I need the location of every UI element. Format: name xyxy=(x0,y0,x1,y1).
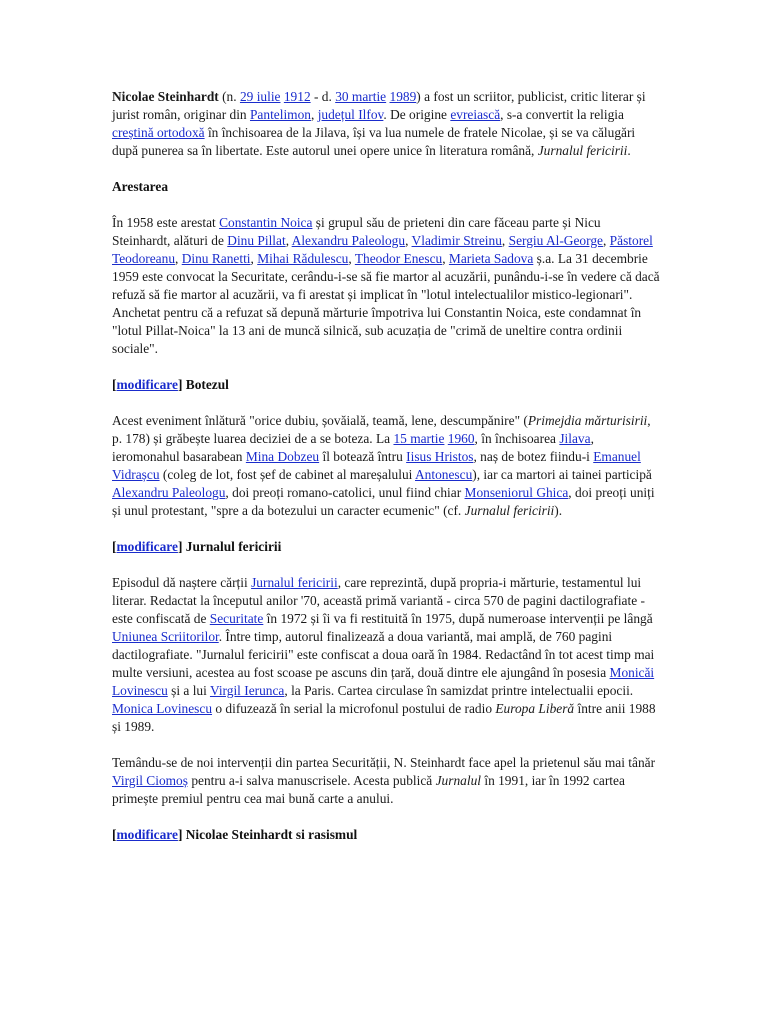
text-run: , s-a convertit la religia xyxy=(500,107,624,122)
text-run: În 1958 este arestat xyxy=(112,215,220,230)
text-run: , în închisoarea xyxy=(474,431,560,446)
wiki-link[interactable]: Mina Dobzeu xyxy=(245,449,320,464)
paragraph-gap xyxy=(112,394,660,412)
text-run: , doi preoți romano-catolici, unul fiind chiar xyxy=(225,485,465,500)
text-run: ) a fost un scriitor, publicist, critic literar și jurist român, originar din xyxy=(112,89,646,122)
wiki-link[interactable]: Păstorel Teodoreanu xyxy=(112,233,653,266)
text-run: o difuzează în serial la microfonul postului de radio xyxy=(212,701,496,716)
text-run: ). xyxy=(554,503,563,518)
wiki-link[interactable]: Virgil Ierunca xyxy=(209,683,285,698)
text-run: . De origine xyxy=(383,107,451,122)
wiki-link[interactable]: Alexandru Paleologu xyxy=(112,485,226,500)
wiki-link[interactable]: Dinu Pillat xyxy=(227,233,286,248)
wiki-link[interactable]: Virgil Ciomoș xyxy=(112,773,188,788)
text-run: în închisoarea de la Jilava, își va lua numele de fratele Nicolae, și se va călugări după punerea sa în libertate. Este autorul unei opere unice în literatura română, xyxy=(112,125,636,158)
wiki-link[interactable]: Monicăi Lovinescu xyxy=(112,665,655,698)
italic-title: Jurnalul xyxy=(435,773,481,788)
edit-section-link[interactable]: modificare xyxy=(116,827,178,842)
italic-title: Jurnalul fericirii xyxy=(537,143,628,158)
text-run: , p. 178) și grăbește luarea deciziei de a se boteza. La xyxy=(112,413,651,446)
edit-section-link[interactable]: modificare xyxy=(116,377,178,392)
italic-title: Jurnalul fericirii xyxy=(464,503,555,518)
wiki-link[interactable]: Securitate xyxy=(209,611,264,626)
text-run: (coleg de lot, fost șef de cabinet al mareșalului xyxy=(159,467,415,482)
text-run: ș.a. La 31 decembrie 1959 este convocat la Securitate, cerându-i-se să fie martor al acuzării, punându-i-se în vedere că dacă refuză să fie martor al acuzării, va fi arestat și implicat în "lotul intelectualilor mistico-legionari". Anchetat pentru că a refuzat să depună mărturie împotriva lui Constantin Noica, este condamnat în "lotul Pillat-Noica" la 13 ani de muncă silnică, sub acuzația de "crimă de uneltire contra ordinii sociale". xyxy=(112,251,660,356)
wiki-link[interactable]: Monseniorul Ghica xyxy=(464,485,569,500)
section-heading xyxy=(112,826,660,844)
text-run: , care reprezintă, după propria-i mărturie, testamentul lui literar. Redactat la începutul anilor '70, această primă variantă - circa 570 de pagini dactilografiate - este confiscată de xyxy=(112,575,645,626)
text-run: , ieromonahul basarabean xyxy=(112,431,594,464)
text-run: Episodul dă naștere cărții xyxy=(112,575,252,590)
text-run: ] Botezul xyxy=(177,377,229,392)
text-run: în 1991, iar în 1992 cartea primește premiul pentru cea mai bună carte a anului. xyxy=(112,773,625,806)
wiki-link[interactable]: Pantelimon xyxy=(249,107,311,122)
text-run: , xyxy=(310,107,318,122)
wiki-link[interactable]: evreiască xyxy=(450,107,501,122)
article-subject: Nicolae Steinhardt xyxy=(112,89,219,104)
text-run: , naș de botez fiindu-i xyxy=(473,449,594,464)
paragraph xyxy=(112,214,660,358)
paragraph xyxy=(112,574,660,736)
text-run: pentru a-i salva manuscrisele. Acesta publică xyxy=(187,773,436,788)
wiki-link[interactable]: Theodor Enescu xyxy=(354,251,443,266)
text-run: în 1972 și îi va fi restituită în 1975, după numeroase intervenții pe lângă xyxy=(263,611,653,626)
text-run: ] Nicolae Steinhardt si rasismul xyxy=(177,827,358,842)
wiki-link[interactable]: Uniunea Scriitorilor xyxy=(112,629,219,644)
paragraph-gap xyxy=(112,520,660,538)
paragraph-gap xyxy=(112,736,660,754)
wiki-link[interactable]: 30 martie xyxy=(335,89,387,104)
wiki-link[interactable]: județul Ilfov xyxy=(317,107,384,122)
paragraph xyxy=(112,754,660,808)
text-run: [ xyxy=(112,377,117,392)
wiki-link[interactable]: Vladimir Streinu xyxy=(411,233,502,248)
section-heading xyxy=(112,376,660,394)
section-heading xyxy=(112,178,660,196)
text-run: și a lui xyxy=(167,683,210,698)
text-run: , xyxy=(442,251,449,266)
paragraph-gap xyxy=(112,160,660,178)
paragraph xyxy=(112,88,660,160)
italic-title: Primejdia mărturisirii xyxy=(527,413,648,428)
wiki-link[interactable]: Antonescu xyxy=(415,467,473,482)
wiki-link[interactable]: Monica Lovinescu xyxy=(112,701,213,716)
wiki-link[interactable]: Alexandru Paleologu xyxy=(291,233,406,248)
italic-title: Europa Liberă xyxy=(495,701,575,716)
wiki-link[interactable]: 29 iulie xyxy=(239,89,281,104)
paragraph-gap xyxy=(112,808,660,826)
text-run: , xyxy=(348,251,355,266)
edit-section-link[interactable]: modificare xyxy=(116,539,178,554)
text-run: - d. xyxy=(310,89,336,104)
text-run: , la Paris. Cartea circulase în samizdat printre intelectualii epocii. xyxy=(284,683,634,698)
wiki-link[interactable]: 15 martie xyxy=(393,431,445,446)
text-run: Arestarea xyxy=(112,179,169,194)
text-run: . xyxy=(627,143,631,158)
wiki-link[interactable]: 1960 xyxy=(447,431,475,446)
text-run: [ xyxy=(112,539,117,554)
text-run: ] Jurnalul fericirii xyxy=(177,539,282,554)
article-body xyxy=(112,88,660,844)
text-run: , xyxy=(501,233,509,248)
text-run: Temându-se de noi intervenții din partea Securității, N. Steinhardt face apel la prietenul său mai tânăr xyxy=(112,755,656,770)
paragraph-gap xyxy=(112,556,660,574)
wiki-link[interactable]: 1912 xyxy=(283,89,311,104)
text-run: [ xyxy=(112,827,117,842)
text-run: între anii 1988 și 1989. xyxy=(112,701,656,734)
wiki-link[interactable]: Jilava xyxy=(559,431,591,446)
wiki-link[interactable]: 1989 xyxy=(389,89,417,104)
wiki-link[interactable]: Mihai Rădulescu xyxy=(257,251,349,266)
wiki-link[interactable]: Iisus Hristos xyxy=(406,449,474,464)
text-run: , xyxy=(250,251,258,266)
section-heading xyxy=(112,538,660,556)
text-run: Acest eveniment înlătură "orice dubiu, șovăială, teamă, lene, descumpănire" ( xyxy=(112,413,528,428)
wiki-link[interactable]: Emanuel Vidrașcu xyxy=(112,449,641,482)
text-run: , doi preoți uniți și unul protestant, "spre a da botezului un caracter ecumenic" (cf. xyxy=(112,485,655,518)
text-run: îl botează întru xyxy=(319,449,407,464)
text-run: , xyxy=(285,233,292,248)
text-run: ), iar ca martori ai tainei participă xyxy=(472,467,652,482)
wiki-link[interactable]: Constantin Noica xyxy=(219,215,313,230)
wiki-link[interactable]: Marieta Sadova xyxy=(448,251,534,266)
text-run: și grupul său de prieteni din care făceau parte și Nicu Steinhardt, alături de xyxy=(112,215,601,248)
text-run: , xyxy=(175,251,182,266)
wiki-link[interactable]: creștină ortodoxă xyxy=(112,125,205,140)
text-run: , xyxy=(602,233,610,248)
text-run: (n. xyxy=(218,89,240,104)
text-run: , xyxy=(405,233,412,248)
paragraph-gap xyxy=(112,358,660,376)
wiki-link[interactable]: Dinu Ranetti xyxy=(181,251,251,266)
text-run: . Între timp, autorul finalizează a doua variantă, mai amplă, de 760 pagini dactilografiate. "Jurnalul fericirii" este confiscat a doua oară în 1984. Redactând în tot acest timp mai multe versiuni, acestea au fost scoase pe ascuns din țară, două dintre ele ajungând în posesia xyxy=(112,629,655,680)
paragraph xyxy=(112,412,660,520)
wiki-link[interactable]: Sergiu Al-George xyxy=(508,233,603,248)
wiki-link[interactable]: Jurnalul fericirii xyxy=(251,575,338,590)
paragraph-gap xyxy=(112,196,660,214)
